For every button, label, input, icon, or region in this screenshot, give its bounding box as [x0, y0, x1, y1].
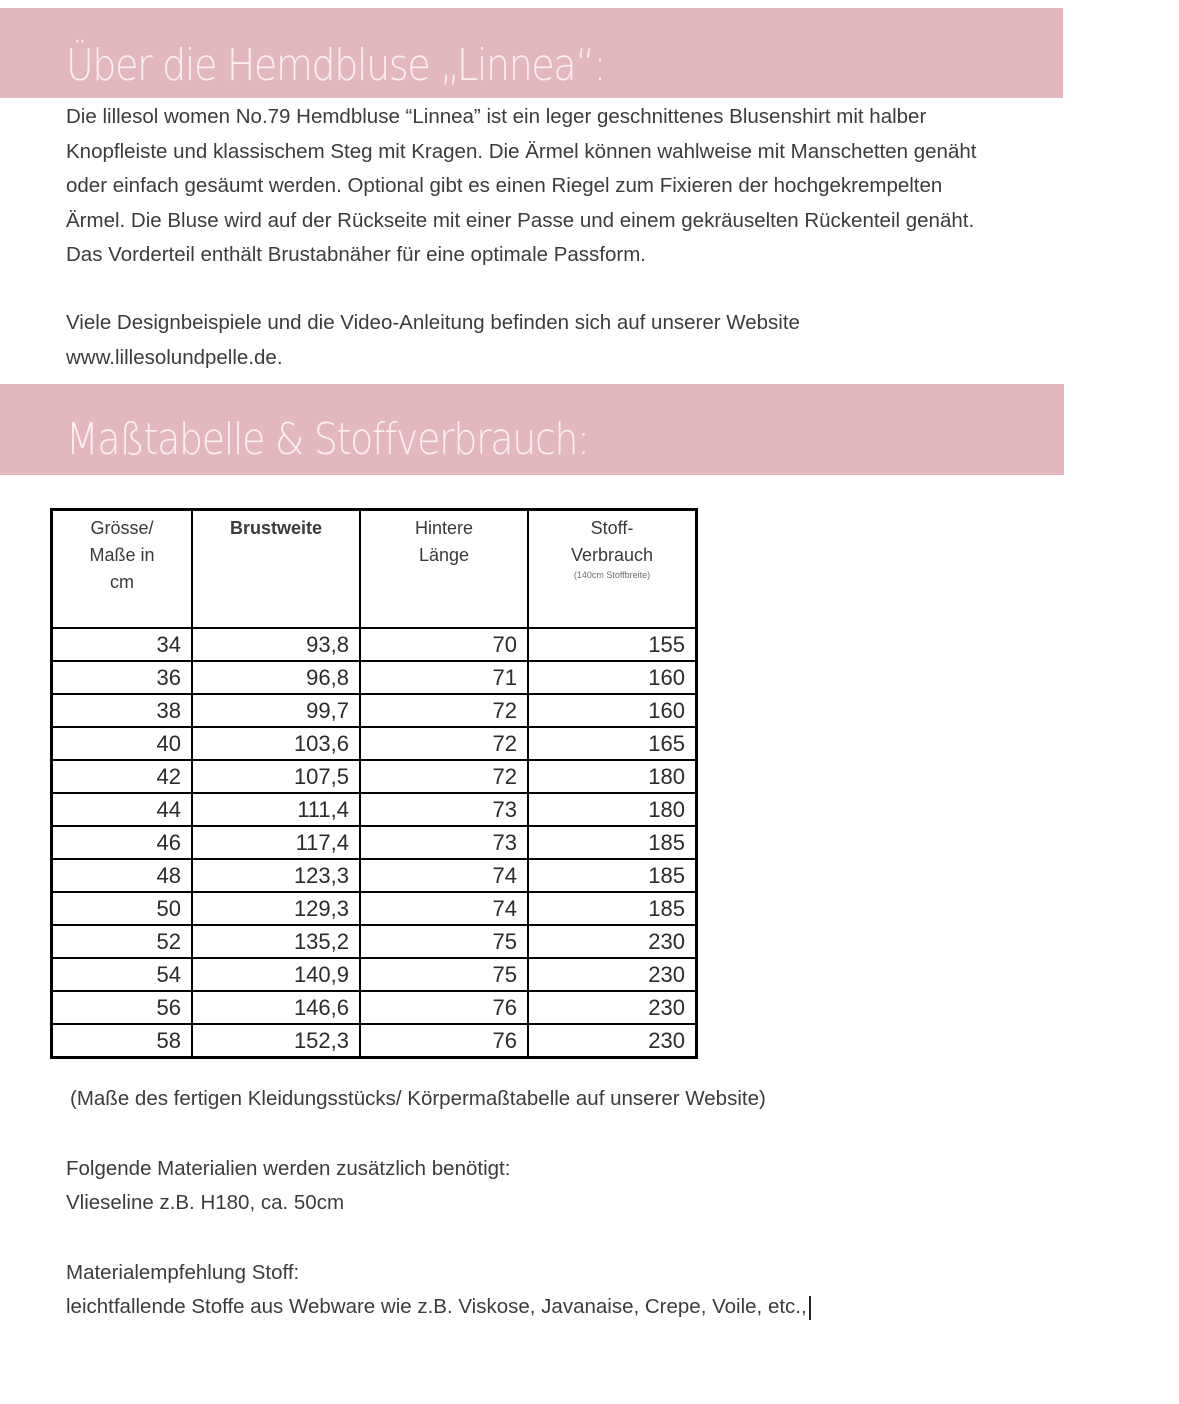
table-note: (Maße des fertigen Kleidungsstücks/ Körpermaßtabelle auf unserer Website): [70, 1087, 766, 1110]
table-row: [52, 859, 697, 892]
cell-back-length: 76: [360, 1024, 528, 1058]
header-back-length: [360, 510, 528, 629]
cell-size: 46: [52, 826, 193, 859]
website-paragraph: [66, 306, 800, 375]
header-fabric-line: Stoff-: [590, 518, 634, 538]
cell-back-length: 70: [360, 628, 528, 661]
section-banner-size-chart: [0, 384, 1064, 475]
table-row: [52, 925, 697, 958]
cell-fabric: 160: [528, 661, 697, 694]
materials-block: [66, 1152, 510, 1220]
cell-fabric: 165: [528, 727, 697, 760]
cell-size: 42: [52, 760, 193, 793]
fabric-heading: Materialempfehlung Stoff:: [66, 1261, 300, 1284]
cell-back-length: 71: [360, 661, 528, 694]
cell-bust: 96,8: [192, 661, 360, 694]
section-banner-about: [0, 8, 1063, 98]
cell-fabric: 180: [528, 760, 697, 793]
header-size-line: Grösse/: [90, 518, 154, 538]
intro-line: Ärmel. Die Bluse wird auf der Rückseite mit einer Passe und einem gekräuselten Rückenteil genäht.: [66, 208, 975, 232]
table-row: [52, 661, 697, 694]
cell-back-length: 75: [360, 925, 528, 958]
intro-paragraph: [66, 100, 976, 273]
website-url: www.lillesolundpelle.de.: [66, 345, 283, 369]
cell-size: 44: [52, 793, 193, 826]
table-row: [52, 1024, 697, 1058]
cell-bust: 146,6: [192, 991, 360, 1024]
cell-fabric: 185: [528, 826, 697, 859]
cell-back-length: 73: [360, 793, 528, 826]
cell-bust: 107,5: [192, 760, 360, 793]
intro-line: Die lillesol women No.79 Hemdbluse “Linnea” ist ein leger geschnittenes Blusenshirt mit halber: [66, 105, 927, 128]
cell-fabric: 185: [528, 892, 697, 925]
cell-back-length: 73: [360, 826, 528, 859]
cell-fabric: 230: [528, 925, 697, 958]
materials-text: Vlieseline z.B. H180, ca. 50cm: [66, 1191, 345, 1214]
cell-fabric: 185: [528, 859, 697, 892]
cell-fabric: 230: [528, 958, 697, 991]
header-size-line: Maße in: [89, 545, 155, 565]
header-fabric: [528, 510, 697, 629]
cell-bust: 135,2: [192, 925, 360, 958]
cell-back-length: 74: [360, 892, 528, 925]
table-row: [52, 793, 697, 826]
table-row: [52, 991, 697, 1024]
fabric-line[interactable]: [66, 1290, 811, 1324]
cell-fabric: 230: [528, 991, 697, 1024]
header-back-length-line: Hintere: [414, 518, 474, 538]
table-row: [52, 760, 697, 793]
section-title-about: Über die Hemdbluse „Linnea“:: [66, 40, 606, 91]
cell-fabric: 160: [528, 694, 697, 727]
fabric-text: leichtfallende Stoffe aus Webware wie z.B. Viskose, Javanaise, Crepe, Voile, etc.,: [66, 1295, 807, 1318]
fabric-block: [66, 1256, 811, 1324]
cell-back-length: 72: [360, 694, 528, 727]
cell-size: 34: [52, 628, 193, 661]
cell-size: 40: [52, 727, 193, 760]
cell-back-length: 72: [360, 760, 528, 793]
header-bust-line: Brustweite: [229, 518, 323, 538]
cell-bust: 93,8: [192, 628, 360, 661]
cell-size: 36: [52, 661, 193, 694]
cell-bust: 123,3: [192, 859, 360, 892]
table-row: [52, 826, 697, 859]
header-back-length-line: Länge: [418, 545, 470, 565]
cell-back-length: 72: [360, 727, 528, 760]
materials-heading: Folgende Materialien werden zusätzlich benötigt:: [66, 1157, 511, 1180]
header-bust: [192, 510, 360, 629]
cell-back-length: 76: [360, 991, 528, 1024]
cell-bust: 103,6: [192, 727, 360, 760]
table-row: [52, 958, 697, 991]
cell-size: 48: [52, 859, 193, 892]
text-cursor: [809, 1296, 811, 1320]
cell-bust: 140,9: [192, 958, 360, 991]
intro-line: Das Vorderteil enthält Brustabnäher für eine optimale Passform.: [66, 243, 646, 266]
cell-back-length: 75: [360, 958, 528, 991]
cell-size: 58: [52, 1024, 193, 1058]
cell-size: 50: [52, 892, 193, 925]
website-line: Viele Designbeispiele und die Video-Anleitung befinden sich auf unserer Website: [66, 311, 800, 334]
table-row: [52, 892, 697, 925]
cell-bust: 129,3: [192, 892, 360, 925]
table-header-row: [52, 510, 697, 629]
intro-line: oder einfach gesäumt werden. Optional gibt es einen Riegel zum Fixieren der hochgekrempelten: [66, 174, 943, 197]
header-size: [52, 510, 193, 629]
table-row: [52, 727, 697, 760]
header-size-line: cm: [110, 572, 134, 592]
table-row: [52, 628, 697, 661]
cell-bust: 152,3: [192, 1024, 360, 1058]
section-title-size-chart: Maßtabelle & Stoffverbrauch:: [66, 414, 589, 465]
table-body: [52, 628, 697, 1058]
intro-line: Knopfleiste und klassischem Steg mit Kragen. Die Ärmel können wahlweise mit Manschetten genäht: [66, 139, 977, 163]
cell-back-length: 74: [360, 859, 528, 892]
cell-fabric: 155: [528, 628, 697, 661]
cell-size: 38: [52, 694, 193, 727]
header-fabric-subtitle: (140cm Stoffbreite): [573, 570, 651, 580]
cell-fabric: 180: [528, 793, 697, 826]
cell-bust: 117,4: [192, 826, 360, 859]
cell-bust: 99,7: [192, 694, 360, 727]
table-row: [52, 694, 697, 727]
cell-fabric: 230: [528, 1024, 697, 1058]
cell-bust: 111,4: [192, 793, 360, 826]
size-table: [50, 508, 698, 1059]
header-fabric-line: Verbrauch: [570, 545, 654, 565]
cell-size: 54: [52, 958, 193, 991]
cell-size: 56: [52, 991, 193, 1024]
cell-size: 52: [52, 925, 193, 958]
